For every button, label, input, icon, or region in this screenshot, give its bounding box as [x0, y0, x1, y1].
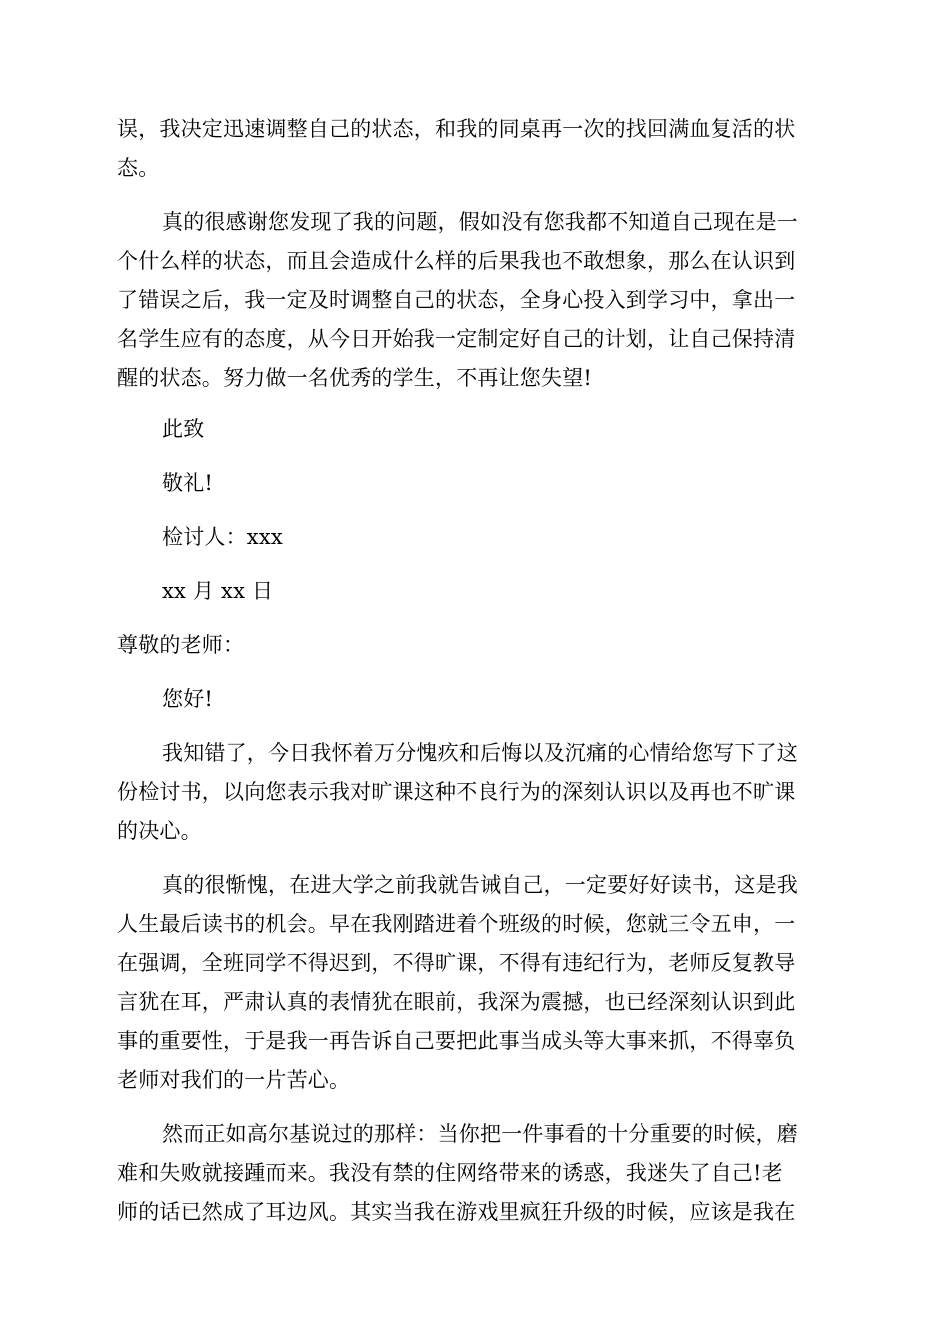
signature-line: 检讨人：xxx	[162, 525, 283, 549]
closing-salutation: 此致	[162, 417, 205, 441]
text-line: 言犹在耳，严肃认真的表情犹在眼前，我深为震撼，也已经深刻认识到此	[117, 990, 796, 1014]
text-line: 真的很感谢您发现了我的问题，假如没有您我都不知道自己现在是一	[162, 210, 798, 234]
letter-hello: 您好!	[162, 687, 214, 711]
text-line: 了错误之后，我一定及时调整自己的状态，全身心投入到学习中，拿出一	[117, 288, 796, 312]
text-line: 态。	[117, 156, 160, 180]
letter-greeting: 尊敬的老师：	[117, 633, 245, 657]
closing-regards: 敬礼!	[162, 471, 214, 495]
text-line: 老师对我们的一片苦心。	[117, 1068, 351, 1092]
text-line: 个什么样的状态，而且会造成什么样的后果我也不敢想象，那么在认识到	[117, 249, 796, 273]
text-line: 我知错了，今日我怀着万分愧疚和后悔以及沉痛的心情给您写下了这	[162, 741, 798, 765]
text-line: 名学生应有的态度，从今日开始我一定制定好自己的计划，让自己保持清	[117, 327, 796, 351]
text-line: 在强调，全班同学不得迟到，不得旷课，不得有违纪行为，老师反复教导	[117, 951, 796, 975]
text-line: 难和失败就接踵而来。我没有禁的住网络带来的诱惑，我迷失了自己!老	[117, 1161, 783, 1185]
text-line: 师的话已然成了耳边风。其实当我在游戏里疯狂升级的时候，应该是我在	[117, 1200, 796, 1224]
text-line: 事的重要性，于是我一再告诉自己要把此事当成头等大事来抓，不得辜负	[117, 1029, 796, 1053]
text-line: 误，我决定迅速调整自己的状态，和我的同桌再一次的找回满血复活的状	[117, 117, 796, 141]
date-line: xx 月 xx 日	[162, 579, 274, 603]
text-line: 醒的状态。努力做一名优秀的学生，不再让您失望!	[117, 366, 593, 390]
text-line: 份检讨书，以向您表示我对旷课这种不良行为的深刻认识以及再也不旷课	[117, 780, 796, 804]
text-line: 的决心。	[117, 819, 202, 843]
text-line: 然而正如高尔基说过的那样：当你把一件事看的十分重要的时候，磨	[162, 1122, 798, 1146]
text-line: 真的很惭愧，在进大学之前我就告诫自己，一定要好好读书，这是我	[162, 873, 798, 897]
text-line: 人生最后读书的机会。早在我刚踏进着个班级的时候，您就三令五申，一	[117, 912, 796, 936]
